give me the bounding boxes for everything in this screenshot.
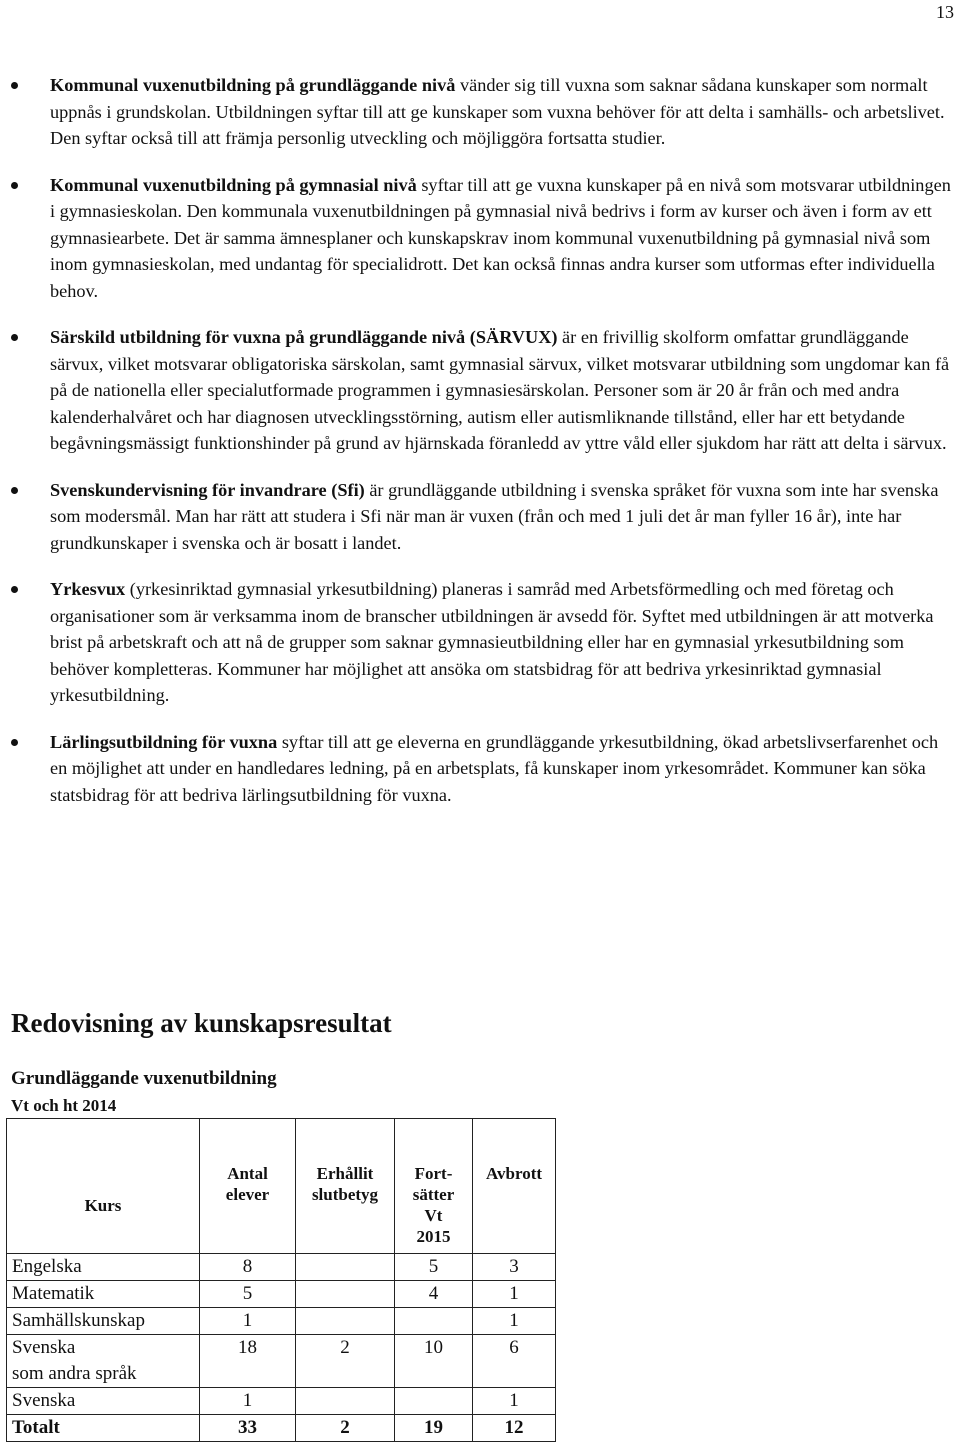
table-row [7,1388,556,1415]
bullet-text: vänder sig till vuxna som saknar sådana kunskaper som normalt uppnås i grundskolan. Utbildningen syftar till att ge kunskaper som vuxna behöver för att delta i samhälls- och arbetslivet. Den syftar också till att främja personlig utveckling och möjliggöra fortsatta studier. [50,75,945,148]
cell-avbrott: 1 [473,1388,556,1415]
cell-erhallit: 2 [296,1335,395,1388]
bullet-item-komvux-grund [0,72,960,152]
cell-avbrott: 3 [473,1254,556,1281]
cell-antal: 33 [200,1415,296,1442]
table-row [7,1281,556,1308]
cell-avbrott: 1 [473,1308,556,1335]
table-total-row [7,1415,556,1442]
cell-kurs: Svenska [7,1388,200,1415]
cell-avbrott: 1 [473,1281,556,1308]
cell-fortsatter [395,1308,473,1335]
cell-erhallit [296,1388,395,1415]
bullet-item-yrkesvux [0,576,960,709]
cell-erhallit [296,1281,395,1308]
table-row [7,1335,556,1388]
cell-fortsatter: 19 [395,1415,473,1442]
header-erhallit: Erhållit slutbetyg [296,1119,395,1254]
section-period: Vt och ht 2014 [11,1096,117,1115]
cell-kurs: Svenska som andra språk [7,1335,200,1388]
bullet-dot-icon [11,487,18,494]
cell-fortsatter: 10 [395,1335,473,1388]
bullet-term: Kommunal vuxenutbildning på gymnasial nivå [50,174,417,195]
bullet-term: Yrkesvux [50,579,126,599]
cell-kurs: Totalt [7,1415,200,1442]
cell-avbrott: 6 [473,1335,556,1388]
bullet-dot-icon [11,82,18,89]
results-table [6,1118,556,1442]
bullet-term: Lärlingsutbildning för vuxna [50,731,278,752]
cell-avbrott: 12 [473,1415,556,1442]
cell-antal: 1 [200,1388,296,1415]
bullet-dot-icon [11,182,18,189]
bullet-text: är en frivillig skolform omfattar grundläggande särvux, vilket motsvarar obligatoriska särskolan, samt gymnasial särvux, vilket motsvarar utbildning som ungdomar kan få på de nationella eller specialutformade programmen i gymnasiesärskolan. Personer som är 20 år från och med andra kalenderhalvåret och har diagnosen utvecklingsstörning, autism eller autismliknande tillstånd, eller har ett betydande begåvningsmässigt funktionshinder på grund av hjärnskada föranledd av yttre våld eller sjukdom har rätt att delta i särvux. [50,327,950,453]
bullet-dot-icon [11,334,18,341]
header-fortsatter: Fort- sätter Vt 2015 [395,1119,473,1254]
cell-fortsatter: 4 [395,1281,473,1308]
bullet-term: Särskild utbildning för vuxna på grundläggande nivå (SÄRVUX) [50,327,558,347]
cell-fortsatter [395,1388,473,1415]
bullet-item-sarvux [0,324,960,457]
section-heading: Redovisning av kunskapsresultat [11,1008,392,1038]
cell-erhallit [296,1254,395,1281]
header-kurs: Kurs [7,1119,200,1254]
cell-kurs: Matematik [7,1281,200,1308]
table-row [7,1308,556,1335]
table-header-row [7,1119,556,1254]
header-antal: Antal elever [200,1119,296,1254]
cell-antal: 8 [200,1254,296,1281]
bullet-text: är grundläggande utbildning i svenska språket för vuxna som inte har svenska som modersmål. Man har rätt att studera i Sfi när man är vuxen (från och med 1 juli det år man fyller 16 år), inte har grundkunskaper i svenska och är bosatt i landet. [50,479,939,553]
bullet-term: Kommunal vuxenutbildning på grundläggande nivå [50,75,456,95]
cell-antal: 1 [200,1308,296,1335]
cell-erhallit: 2 [296,1415,395,1442]
table-row [7,1254,556,1281]
bullet-list [0,72,960,828]
bullet-item-komvux-gymnasial [0,172,960,305]
bullet-text: syftar till att ge vuxna kunskaper på en nivå som motsvarar utbildningen i gymnasieskolan. Den kommunala vuxenutbildningen på gymnasial nivå bedrivs i form av kurser och även i form av ett gymnasiearbete. Det är samma ämnesplaner och kunskapskrav inom kommunal vuxenutbildning på gymnasial nivå som inom gymnasieskolan, med undantag för specialidrott. Det kan också finnas andra kurser som utformas efter individuella behov. [50,174,951,301]
bullet-text: (yrkesinriktad gymnasial yrkesutbildning) planeras i samråd med Arbetsförmedling och med företag och organisationer som är verksamma inom de branscher utbildningen är avsedd för. Syftet med utbildningen är att motverka brist på arbetskraft och att nå de grupper som saknar gymnasieutbildning eller har en gymnasial yrkesutbildning som behöver kompletteras. Kommuner har möjlighet att ansöka om statsbidrag för att bedriva yrkesinriktad gymnasial yrkesutbildning. [50,579,934,705]
cell-kurs: Engelska [7,1254,200,1281]
page-number: 13 [936,2,954,22]
bullet-term: Svenskundervisning för invandrare (Sfi) [50,479,365,500]
bullet-dot-icon [11,586,18,593]
bullet-text: syftar till att ge eleverna en grundläggande yrkesutbildning, ökad arbetslivserfarenhet och en möjlighet att under en handledares ledning, på en arbetsplats, få kunskaper inom yrkesområdet. Kommuner kan söka statsbidrag för att bedriva lärlingsutbildning för vuxna. [50,731,939,805]
cell-kurs: Samhällskunskap [7,1308,200,1335]
bullet-item-larling [0,729,960,809]
cell-antal: 18 [200,1335,296,1388]
bullet-item-sfi [0,477,960,557]
header-avbrott: Avbrott [473,1119,556,1254]
cell-fortsatter: 5 [395,1254,473,1281]
section-subheading: Grundläggande vuxenutbildning [11,1068,277,1089]
cell-antal: 5 [200,1281,296,1308]
cell-erhallit [296,1308,395,1335]
bullet-dot-icon [11,739,18,746]
